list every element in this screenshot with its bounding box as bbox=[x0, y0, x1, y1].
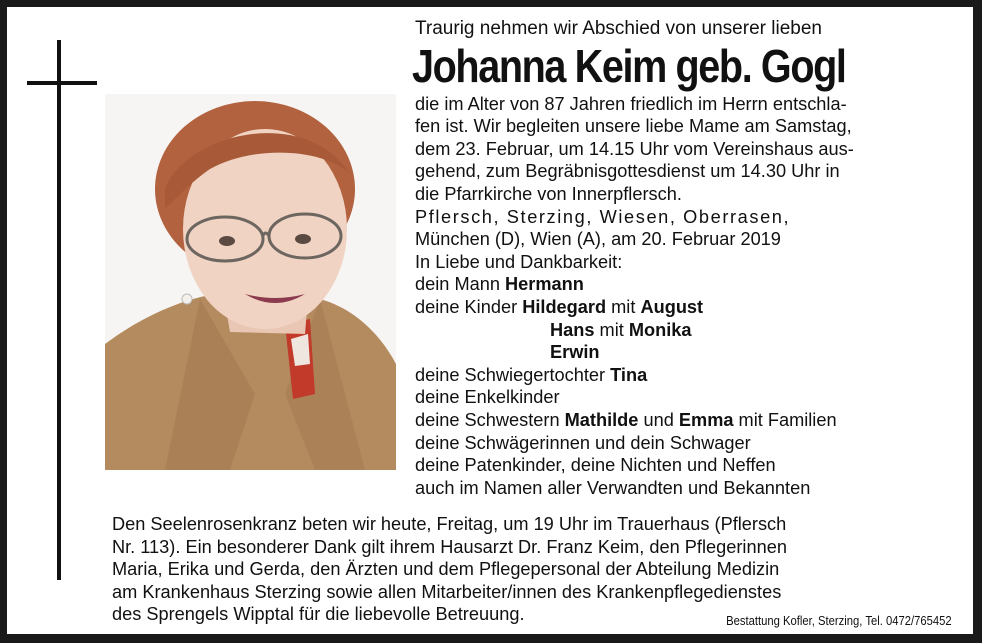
footer-line: Nr. 113). Ein besonderer Dank gilt ihrem Hausarzt Dr. Franz Keim, den Pflegerinnen bbox=[112, 536, 787, 557]
places-date-line: München (D), Wien (A), am 20. Februar 2019 bbox=[415, 229, 781, 250]
footer-line: des Sprengels Wipptal für die liebevolle Betreuung. bbox=[112, 604, 525, 625]
mourner-name: Erwin bbox=[550, 342, 600, 363]
body-line: dem 23. Februar, um 14.15 Uhr vom Vereinshaus aus- bbox=[415, 138, 854, 159]
footer-text bbox=[112, 513, 962, 626]
mourner-label: dein Mann bbox=[415, 274, 500, 295]
mourner-godchildren: deine Patenkinder, deine Nichten und Neffen bbox=[415, 455, 776, 476]
mourner-child bbox=[415, 319, 960, 342]
places-line: Pflersch, Sterzing, Wiesen, Oberrasen, bbox=[415, 206, 791, 227]
mourner-children bbox=[415, 296, 960, 319]
mourner-name: Hans bbox=[550, 319, 595, 340]
mourner-name: Hildegard bbox=[522, 296, 607, 317]
undertaker-credit: Bestattung Kofler, Sterzing, Tel. 0472/765452 bbox=[726, 614, 952, 628]
mourner-name: Mathilde bbox=[564, 409, 639, 430]
mourner-child bbox=[415, 341, 960, 364]
mourner-grandchildren: deine Enkelkinder bbox=[415, 387, 560, 408]
mourner-label: deine Schwiegertochter bbox=[415, 364, 606, 385]
mourner-label: deine Schwestern bbox=[415, 409, 560, 430]
body-line: gehend, zum Begräbnisgottesdienst um 14.30 Uhr in bbox=[415, 161, 840, 182]
body-line: die im Alter von 87 Jahren friedlich im Herrn entschla- bbox=[415, 93, 847, 114]
mourner-label: mit Familien bbox=[738, 409, 837, 430]
footer-line: am Krankenhaus Sterzing sowie allen Mitarbeiter/innen des Krankenpflegedienstes bbox=[112, 581, 782, 602]
deceased-name: Johanna Keim geb. Gogl bbox=[412, 39, 846, 92]
cross-vertical-bar bbox=[57, 40, 61, 580]
cross-horizontal-bar bbox=[27, 81, 97, 85]
footer-line: Den Seelenrosenkranz beten wir heute, Freitag, um 19 Uhr im Trauerhaus (Pflersch bbox=[112, 514, 787, 534]
main-text-column bbox=[412, 18, 960, 499]
mourner-connector: mit bbox=[611, 296, 636, 317]
body-line: fen ist. Wir begleiten unsere liebe Mame am Samstag, bbox=[415, 116, 852, 137]
mourner-in-laws: deine Schwägerinnen und dein Schwager bbox=[415, 432, 751, 453]
mourner-name: Emma bbox=[678, 409, 734, 430]
mourner-name: August bbox=[640, 296, 704, 317]
mourner-connector: und bbox=[643, 409, 674, 430]
mourner-name: Monika bbox=[628, 319, 692, 340]
body-line: die Pfarrkirche von Innerpflersch. bbox=[415, 183, 682, 204]
mourner-husband bbox=[415, 273, 960, 296]
mourner-daughter-in-law bbox=[415, 364, 960, 387]
closing-line: In Liebe und Dankbarkeit: bbox=[415, 251, 623, 272]
footer-line: Maria, Erika und Gerda, den Ärzten und dem Pflegepersonal der Abteilung Medizin bbox=[112, 559, 780, 580]
mourner-label: deine Kinder bbox=[415, 296, 518, 317]
mourner-connector: mit bbox=[599, 319, 624, 340]
mourner-relatives: auch im Namen aller Verwandten und Bekannten bbox=[415, 477, 811, 498]
mourner-name: Hermann bbox=[505, 274, 584, 295]
mourner-sisters bbox=[415, 409, 960, 432]
portrait-photo bbox=[105, 94, 396, 470]
intro-line: Traurig nehmen wir Abschied von unserer lieben bbox=[415, 18, 822, 39]
mourner-name: Tina bbox=[610, 364, 648, 385]
